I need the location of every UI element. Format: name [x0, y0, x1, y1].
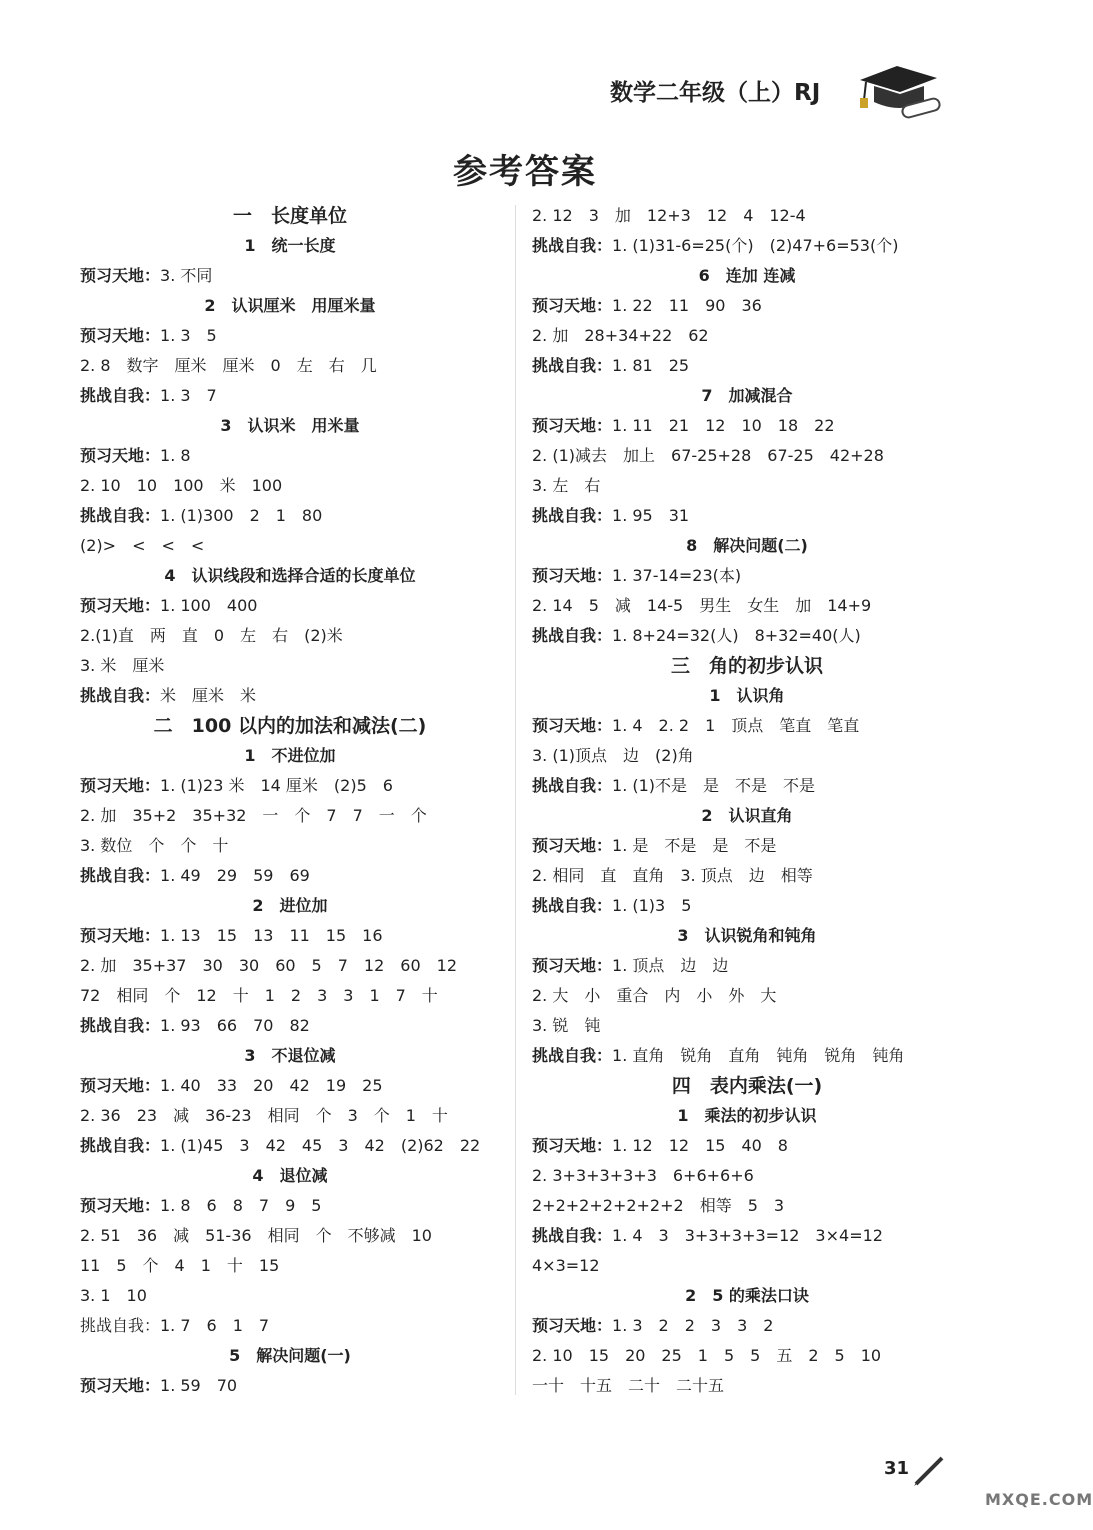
- answer-line: 2. 36 23 减 36-23 相同 个 3 个 1 十: [80, 1106, 448, 1125]
- answer-label: 预习天地：: [80, 1196, 161, 1215]
- answer-line: 3. 左 右: [532, 476, 601, 495]
- answer-label: 预习天地：: [532, 566, 613, 585]
- answer-text: 米 厘米 米: [160, 686, 257, 705]
- graduation-cap-icon: [852, 62, 947, 126]
- lesson-heading: 1 认识角: [709, 686, 785, 705]
- lesson-heading: 7 加减混合: [701, 386, 793, 405]
- answer-label: 预习天地：: [80, 776, 161, 795]
- answer-line: [80, 1071, 500, 1101]
- answer-line: 3. 1 10: [80, 1286, 147, 1305]
- lesson-heading: 6 连加 连减: [698, 266, 796, 285]
- answer-line: 2. 大 小 重合 内 小 外 大: [532, 986, 777, 1005]
- lesson-heading: 5 解决问题(一): [229, 1346, 351, 1365]
- answer-label: 预习天地：: [532, 836, 613, 855]
- section-heading: 四 表内乘法(一): [671, 1075, 823, 1097]
- answer-line: [80, 441, 500, 471]
- answer-line: [532, 951, 962, 981]
- answer-text: 1. 4 3 3+3+3+3=12 3×4=12: [612, 1226, 883, 1245]
- lesson-heading: 3 不退位减: [244, 1046, 336, 1065]
- answer-line: [80, 591, 500, 621]
- answer-label: 挑战自我：: [80, 686, 161, 705]
- answer-text: 1. 37-14=23(本): [612, 566, 742, 585]
- answer-label: 预习天地：: [532, 1136, 613, 1155]
- answer-text: 1. 直角 锐角 直角 钝角 锐角 钝角: [612, 1046, 905, 1065]
- answer-line: [532, 771, 962, 801]
- answer-line: (2)> < < <: [80, 536, 205, 555]
- lesson-heading: 2 5 的乘法口诀: [685, 1286, 809, 1305]
- section-heading: 一 长度单位: [232, 205, 347, 227]
- answer-text: 1. 3 7: [160, 386, 217, 405]
- answer-line: 11 5 个 4 1 十 15: [80, 1256, 280, 1275]
- answer-line: 2. 10 15 20 25 1 5 5 五 2 5 10: [532, 1346, 882, 1365]
- answer-line: 2. (1)减去 加上 67-25+28 67-25 42+28: [532, 446, 884, 465]
- answer-line: 3. 数位 个 个 十: [80, 836, 229, 855]
- lesson-heading: 3 认识锐角和钝角: [677, 926, 817, 945]
- answer-line: [80, 771, 500, 801]
- answer-line: 2.(1)直 两 直 0 左 右 (2)米: [80, 626, 343, 645]
- section-heading: 二 100 以内的加法和减法(二): [153, 715, 427, 737]
- answer-text: 1. (1)31-6=25(个) (2)47+6=53(个): [612, 236, 899, 255]
- answer-line: [80, 1371, 500, 1401]
- lesson-heading: 1 乘法的初步认识: [677, 1106, 817, 1125]
- right-column: [532, 201, 962, 1401]
- answer-line: [532, 621, 962, 651]
- answer-line: [532, 231, 962, 261]
- answer-label: 挑战自我：: [532, 896, 613, 915]
- answer-line: [532, 501, 962, 531]
- answer-line: 挑战自我：1. 7 6 1 7: [80, 1316, 270, 1335]
- answer-text: 1. 4 2. 2 1 顶点 笔直 笔直: [612, 716, 860, 735]
- answer-line: [532, 1131, 962, 1161]
- answer-label: 预习天地：: [80, 926, 161, 945]
- answer-text: 1. 40 33 20 42 19 25: [160, 1076, 383, 1095]
- answer-label: 预习天地：: [80, 596, 161, 615]
- lesson-heading: 8 解决问题(二): [686, 536, 808, 555]
- answer-text: 1. (1)不是 是 不是 不是: [612, 776, 816, 795]
- answer-text: 1. (1)45 3 42 45 3 42 (2)62 22: [160, 1136, 481, 1155]
- answer-line: [80, 681, 500, 711]
- answer-line: 2. 8 数字 厘米 厘米 0 左 右 几: [80, 356, 377, 375]
- answer-label: 预习天地：: [532, 1316, 613, 1335]
- answer-line: [80, 1191, 500, 1221]
- lesson-heading: 3 认识米 用米量: [220, 416, 360, 435]
- answer-label: 预习天地：: [80, 326, 161, 345]
- page-number: 31: [884, 1458, 910, 1479]
- answer-line: 3. (1)顶点 边 (2)角: [532, 746, 694, 765]
- pencil-icon: [910, 1450, 950, 1494]
- answer-label: 预习天地：: [80, 266, 161, 285]
- answer-line: [532, 1041, 962, 1071]
- lesson-heading: 4 退位减: [252, 1166, 328, 1185]
- lesson-heading: 4 认识线段和选择合适的长度单位: [164, 566, 416, 585]
- answer-line: [532, 891, 962, 921]
- answer-line: 一十 十五 二十 二十五: [532, 1376, 725, 1395]
- answer-line: [532, 1221, 962, 1251]
- answer-label: 预习天地：: [532, 296, 613, 315]
- answer-label: 挑战自我：: [532, 626, 613, 645]
- answer-label: 挑战自我：: [532, 1046, 613, 1065]
- lesson-heading: 2 认识厘米 用厘米量: [204, 296, 376, 315]
- page-title: 参考答案: [453, 152, 597, 192]
- answer-line: [80, 321, 500, 351]
- answer-line: 2. 12 3 加 12+3 12 4 12-4: [532, 206, 806, 225]
- answer-label: 挑战自我：: [532, 1226, 613, 1245]
- answer-text: 1. 顶点 边 边: [612, 956, 729, 975]
- answer-line: [532, 711, 962, 741]
- answer-line: 2. 10 10 100 米 100: [80, 476, 283, 495]
- answer-line: 2. 加 35+2 35+32 一 个 7 7 一 个: [80, 806, 427, 825]
- answer-line: 4×3=12: [532, 1256, 600, 1275]
- answer-label: 预习天地：: [532, 956, 613, 975]
- answer-text: 3. 不同: [160, 266, 213, 285]
- section-heading: 三 角的初步认识: [670, 655, 823, 677]
- answer-text: 1. 93 66 70 82: [160, 1016, 310, 1035]
- answer-line: [532, 351, 962, 381]
- answer-line: 3. 锐 钝: [532, 1016, 601, 1035]
- answer-label: 预习天地：: [80, 1376, 161, 1395]
- answer-line: [80, 261, 500, 291]
- answer-label: 挑战自我：: [80, 1136, 161, 1155]
- answer-label: 预习天地：: [80, 1076, 161, 1095]
- answer-label: 挑战自我：: [532, 506, 613, 525]
- left-column: [80, 201, 500, 1401]
- answer-label: 预习天地：: [80, 446, 161, 465]
- answer-text: 1. 11 21 12 10 18 22: [612, 416, 835, 435]
- book-title: 数学二年级（上）RJ: [610, 80, 821, 106]
- answer-text: 1. 13 15 13 11 15 16: [160, 926, 383, 945]
- answer-text: 1. 59 70: [160, 1376, 238, 1395]
- answer-line: [80, 501, 500, 531]
- answer-line: [532, 561, 962, 591]
- answer-text: 1. 22 11 90 36: [612, 296, 762, 315]
- answer-text: 1. 8: [160, 446, 191, 465]
- answer-text: 1. (1)3 5: [612, 896, 692, 915]
- answer-text: 1. 100 400: [160, 596, 258, 615]
- answer-label: 预习天地：: [532, 416, 613, 435]
- lesson-heading: 2 进位加: [252, 896, 328, 915]
- answer-line: 2+2+2+2+2+2+2 相等 5 3: [532, 1196, 785, 1215]
- answer-text: 1. 是 不是 是 不是: [612, 836, 777, 855]
- answer-label: 挑战自我：: [80, 386, 161, 405]
- answer-label: 挑战自我：: [532, 776, 613, 795]
- answer-label: 挑战自我：: [532, 236, 613, 255]
- answer-line: [532, 831, 962, 861]
- answer-line: 72 相同 个 12 十 1 2 3 3 1 7 十: [80, 986, 438, 1005]
- answer-text: 1. (1)23 米 14 厘米 (2)5 6: [160, 776, 393, 795]
- answer-label: 挑战自我：: [532, 356, 613, 375]
- answer-text: 1. (1)300 2 1 80: [160, 506, 323, 525]
- answer-line: 3. 米 厘米: [80, 656, 165, 675]
- answer-text: 1. 95 31: [612, 506, 690, 525]
- answer-text: 1. 3 2 2 3 3 2: [612, 1316, 774, 1335]
- answer-line: [532, 291, 962, 321]
- lesson-heading: 1 不进位加: [244, 746, 336, 765]
- answer-text: 1. 81 25: [612, 356, 690, 375]
- answer-line: 2. 3+3+3+3+3 6+6+6+6: [532, 1166, 754, 1185]
- answer-label: 挑战自我：: [80, 866, 161, 885]
- lesson-heading: 1 统一长度: [244, 236, 336, 255]
- answer-line: [80, 921, 500, 951]
- answer-line: [80, 861, 500, 891]
- footer-watermark: MXQE.COM: [985, 1490, 1093, 1509]
- answer-text: 1. 49 29 59 69: [160, 866, 310, 885]
- answer-line: 2. 51 36 减 51-36 相同 个 不够减 10: [80, 1226, 432, 1245]
- answer-text: 1. 3 5: [160, 326, 217, 345]
- answer-line: [80, 1131, 500, 1161]
- answer-text: 1. 8+24=32(人) 8+32=40(人): [612, 626, 861, 645]
- answer-label: 挑战自我：: [80, 1016, 161, 1035]
- answer-line: 2. 14 5 减 14-5 男生 女生 加 14+9: [532, 596, 872, 615]
- answer-line: 2. 加 35+37 30 30 60 5 7 12 60 12: [80, 956, 457, 975]
- answer-text: 1. 12 12 15 40 8: [612, 1136, 788, 1155]
- answer-line: [80, 381, 500, 411]
- answer-label: 挑战自我：: [80, 506, 161, 525]
- answer-line: [532, 411, 962, 441]
- answer-label: 预习天地：: [532, 716, 613, 735]
- lesson-heading: 2 认识直角: [701, 806, 793, 825]
- answer-line: [80, 1011, 500, 1041]
- answer-line: 2. 加 28+34+22 62: [532, 326, 709, 345]
- column-divider: [515, 205, 516, 1395]
- answer-line: 2. 相同 直 直角 3. 顶点 边 相等: [532, 866, 813, 885]
- answer-text: 1. 8 6 8 7 9 5: [160, 1196, 322, 1215]
- answer-line: [532, 1311, 962, 1341]
